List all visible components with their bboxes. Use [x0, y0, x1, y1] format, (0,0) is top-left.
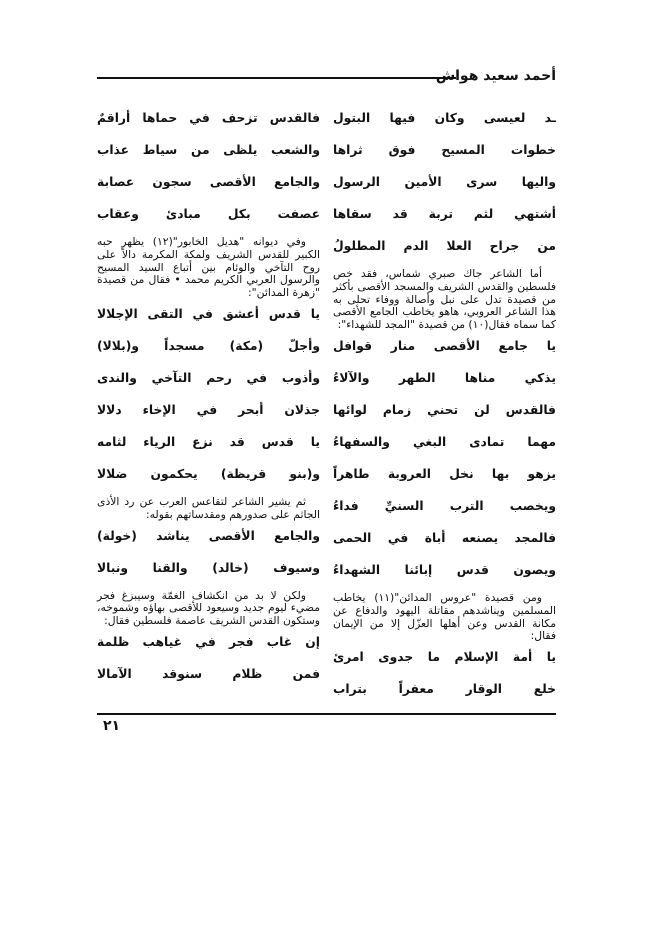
right-column-verse-line: فالمجد يصنعه أباة في الحمى: [333, 530, 556, 545]
left-column-verse-line: والجامع الأقصى سجون عصابة: [97, 175, 320, 189]
right-column-verse-line: يا جامع الأقصى منار قوافل: [333, 338, 556, 353]
header-rule: [97, 77, 456, 79]
right-column-verse-line: ويصون قدس إبائنا الشهداءُ: [333, 562, 556, 577]
right-column-verse-line: أشتهي لثم تربة قد سقاها: [333, 207, 556, 221]
left-column-verse-line: والشعب يلظى من سياط عذاب: [97, 143, 320, 157]
right-column-verse-line: خطوات المسيح فوق ثراها: [333, 143, 556, 157]
left-column-verse-line: والجامع الأقصى يناشد (خولة): [97, 528, 320, 543]
right-column-prose-paragraph: أما الشاعر جاك صبري شماس، فقد خص فلسطين والقدس الشريف والمسجد الأقصى بأكثر من قصيدة تدل على نبل وأصالة ووفاء تحلى به هذا الشاعر العروبي، هاهو يخاطب الجامع الأقصى كما سماه فقال(١٠) من قصيدة "المجد للشهداء":: [333, 267, 556, 332]
left-column-verse-line: وأجلّ (مكة) مسجداً و(بلالا): [97, 338, 320, 353]
right-column-verse-line: مهما تمادى البغي والسفهاءُ: [333, 434, 556, 449]
right-column-verse-line: يذكي مناها الطهر والآلاءُ: [333, 370, 556, 385]
page-header: [97, 66, 556, 88]
right-column-verse-line: من جراح العلا الدم المطلولُ: [333, 239, 556, 253]
left-column-verse-line: فالقدس تزحف في حماها أراقمٌ: [97, 111, 320, 125]
right-column-verse-line: ويخصب الترب السنيِّ فداءُ: [333, 498, 556, 513]
left-column-verse-line: وسيوف (خالد) والقنا ونبالا: [97, 560, 320, 575]
left-column: [97, 108, 320, 696]
page-number: ٢١: [103, 718, 121, 734]
left-column-verse-line: إن غاب فجر في غياهب ظلمة: [97, 634, 320, 649]
left-column-prose-paragraph: ولكن لا بد من انكشاف الغمّة وسيبزغ فجر مضيء ليوم جديد وسيعود للأقصى بهاؤه وشموخه، وستكون القدس الشريف عاصمة فلسطين فقال:: [97, 588, 320, 628]
author-name: أحمد سعيد هواش: [435, 68, 556, 84]
right-column-verse-line: ـد لعيسى وكان فيها البتول: [333, 111, 556, 125]
footer-rule: [97, 713, 556, 715]
left-column-prose-paragraph: ثم يشير الشاعر لتقاعس العرب عن رد الأذى الجاثم على صدورهم ومقدساتهم بقوله:: [97, 494, 320, 521]
right-column: [333, 108, 556, 711]
right-column-verse-line: واليها سرى الأمين الرسول: [333, 175, 556, 189]
left-column-verse-line: جذلان أبحر في الإخاء دلالا: [97, 402, 320, 417]
right-column-verse-line: يا أمة الإسلام ما جدوى امرئ: [333, 650, 556, 665]
right-column-verse-line: يزهو بها نخل العروبة طاهراً: [333, 466, 556, 481]
right-column-prose-paragraph: ومن قصيدة "عروس المدائن"(١١) يخاطب المسلمين ويناشدهم مقاتلة اليهود والدفاع عن مكانة القدس وعن أهلها العزّل إلا من الإيمان فقال:: [333, 590, 556, 643]
left-column-verse-line: فمن ظلام سنوقد الآمالا: [97, 666, 320, 681]
right-column-verse-line: خلع الوقار معفراً بتراب: [333, 682, 556, 697]
left-column-prose-paragraph: وفي ديوانه "هديل الخابور"(١٢) يظهر حبه الكبير للقدس الشريف ولمكة المكرمة دالاً على روح التآخي والوئام بين أتباع السيد المسيح والرسول العربي الكريم محمد • فقال من قصيدة "زهرة المدائن":: [97, 235, 320, 300]
left-column-verse-line: وأذوب في رحم التآخي والندى: [97, 370, 320, 385]
left-column-verse-line: يا قدس أعشق في التقى الإجلالا: [97, 306, 320, 321]
left-column-verse-line: يا قدس قد نزع الرياء لثامه: [97, 434, 320, 449]
left-column-verse-line: عصفت بكل مبادئ وعقاب: [97, 207, 320, 221]
page-footer: [97, 713, 556, 743]
left-column-verse-line: و(بنو قريظة) يحكمون ضلالا: [97, 466, 320, 481]
right-column-verse-line: فالقدس لن تحني زمام لوائها: [333, 402, 556, 417]
